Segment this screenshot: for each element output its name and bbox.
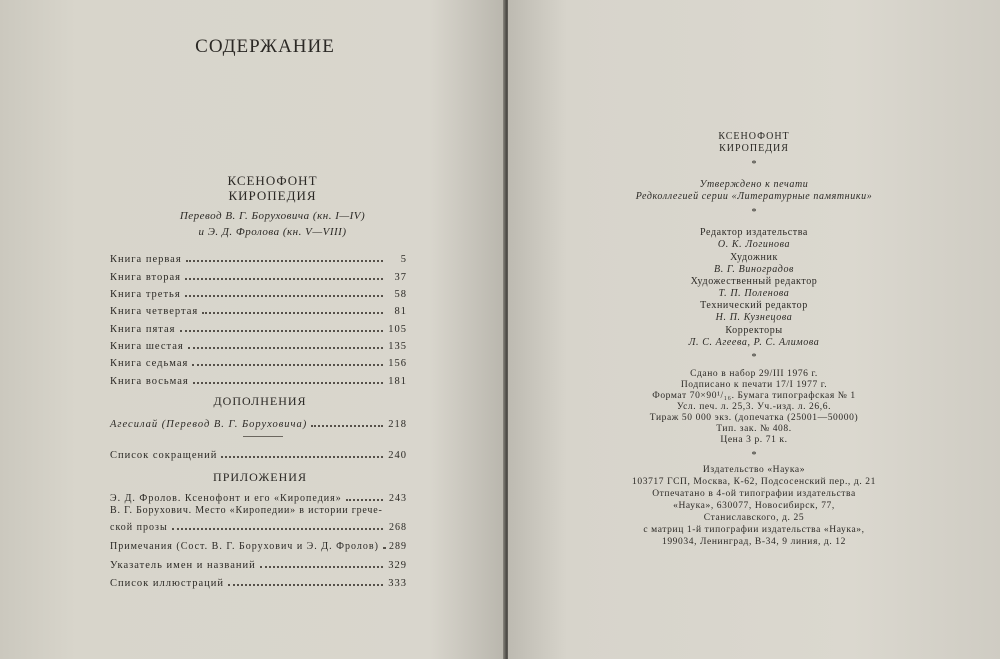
print-info-line: Сдано в набор 29/III 1976 г. <box>690 369 818 379</box>
imprint-work-title: КИРОПЕДИЯ <box>719 143 789 154</box>
print-info-line: Подписано к печати 17/I 1977 г. <box>680 380 828 390</box>
toc-entry-page: 333 <box>388 578 407 589</box>
toc-entry-page: 135 <box>388 341 407 352</box>
publisher-line: с матриц 1-й типографии издательства «Наука», <box>643 525 865 535</box>
toc-entry-label: Книга пятая <box>110 324 176 335</box>
leader-dots <box>228 584 383 586</box>
credit-role: Корректоры <box>725 325 783 336</box>
toc-entry-abbreviations[interactable] <box>110 445 407 461</box>
toc-entry-label: Примечания (Сост. В. Г. Борухович и Э. Д. Фролов) <box>110 541 379 552</box>
toc-entry-label: Книга третья <box>110 289 181 300</box>
toc-entry-label: Э. Д. Фролов. Ксенофонт и его «Киропедия» <box>110 493 342 504</box>
toc-entry-book-2[interactable] <box>110 267 407 283</box>
toc-entry-page: 5 <box>400 254 407 265</box>
toc-entry-agesilaus[interactable] <box>110 414 407 430</box>
appendices-heading: ПРИЛОЖЕНИЯ <box>213 470 307 484</box>
separator-star: * <box>751 352 757 363</box>
leader-dots <box>192 364 383 366</box>
toc-entry-page: 181 <box>388 376 407 387</box>
toc-entry-appendix-2-line-1[interactable]: В. Г. Борухович. Место «Киропедии» в истории грече- <box>110 505 383 516</box>
toc-entry-label: Книга восьмая <box>110 376 189 387</box>
leader-dots <box>186 260 383 262</box>
toc-entry-label: Книга четвертая <box>110 306 199 317</box>
toc-entry-page: 81 <box>394 306 407 317</box>
credit-role: Художник <box>730 252 778 263</box>
credit-role: Технический редактор <box>700 300 808 311</box>
toc-entry-book-8[interactable] <box>110 371 407 387</box>
leader-dots <box>260 566 383 568</box>
print-info-line: Усл. печ. л. 25,3. Уч.-изд. л. 26,6. <box>676 402 832 412</box>
toc-entry-book-7[interactable] <box>110 353 407 369</box>
toc-entry-page: 105 <box>388 324 407 335</box>
separator-star: * <box>751 159 757 170</box>
credit-role: Художественный редактор <box>690 276 818 287</box>
publisher-line: «Наука», 630077, Новосибирск, 77, <box>673 501 835 511</box>
toc-entry-label: Книга седьмая <box>110 358 189 369</box>
leader-dots <box>180 330 384 332</box>
toc-entry-book-6[interactable] <box>110 336 407 352</box>
toc-entry-label: Книга вторая <box>110 272 181 283</box>
section-divider <box>243 436 283 437</box>
toc-entry-page: 243 <box>389 493 407 504</box>
credit-name: Л. С. Агеева, Р. С. Алимова <box>688 337 820 348</box>
print-info-line: Тираж 50 000 экз. (допечатка (25001—50000) <box>649 413 859 423</box>
toc-entry-appendix-2[interactable] <box>110 517 407 533</box>
toc-entry-label: Книга шестая <box>110 341 184 352</box>
leader-dots <box>311 425 383 427</box>
toc-entry-page: 240 <box>388 450 407 461</box>
credit-role: Редактор издательства <box>700 227 808 238</box>
print-info-line: Формат 70×90¹/₁₆. Бумага типографская № 1 <box>652 391 856 401</box>
credit-name: Н. П. Кузнецова <box>715 312 793 323</box>
toc-entry-page: 289 <box>389 541 407 552</box>
toc-entry-book-5[interactable] <box>110 319 407 335</box>
print-info-line: Цена 3 р. 71 к. <box>720 435 788 445</box>
leader-dots <box>185 295 383 297</box>
toc-work-title: КИРОПЕДИЯ <box>228 188 317 203</box>
leader-dots <box>346 499 383 501</box>
publisher-line: Отпечатано в 4-ой типографии издательства <box>652 489 856 499</box>
toc-entry-label: Список иллюстраций <box>110 578 224 589</box>
toc-entry-label: Книга первая <box>110 254 182 265</box>
credit-name: В. Г. Виноградов <box>713 264 794 275</box>
translation-line-2: и Э. Д. Фролова (кн. V—VIII) <box>198 226 347 238</box>
leader-dots <box>221 456 383 458</box>
toc-entry-appendix-1[interactable] <box>110 488 407 504</box>
toc-entry-page: 37 <box>394 272 407 283</box>
publisher-line: Издательство «Наука» <box>702 465 806 475</box>
toc-author: КСЕНОФОНТ <box>227 173 318 188</box>
separator-star: * <box>751 450 757 461</box>
leader-dots <box>185 278 383 280</box>
credit-name: О. К. Логинова <box>717 239 791 250</box>
toc-entry-label: Агесилай (Перевод В. Г. Боруховича) <box>110 419 308 430</box>
leader-dots <box>193 382 383 384</box>
toc-heading: СОДЕРЖАНИЕ <box>195 36 335 57</box>
toc-entry-label: Указатель имен и названий <box>110 560 256 571</box>
separator-star: * <box>751 207 757 218</box>
print-info-line: Тип. зак. № 408. <box>716 424 792 434</box>
toc-entry-page: 329 <box>388 560 407 571</box>
toc-entry-appendix-4[interactable] <box>110 555 407 571</box>
toc-entry-page: 268 <box>389 522 407 533</box>
imprint-author: КСЕНОФОНТ <box>718 131 790 142</box>
toc-entry-label: Список сокращений <box>110 450 218 461</box>
supplements-heading: ДОПОЛНЕНИЯ <box>213 394 307 408</box>
toc-entry-label: ской прозы <box>110 522 168 533</box>
leader-dots <box>202 312 383 314</box>
toc-entry-book-1[interactable] <box>110 249 407 265</box>
leader-dots <box>172 528 383 530</box>
toc-entry-page: 156 <box>388 358 407 369</box>
toc-entry-page: 58 <box>394 289 407 300</box>
publisher-line: 199034, Ленинград, В-34, 9 линия, д. 12 <box>661 537 846 547</box>
toc-entry-book-4[interactable] <box>110 301 407 317</box>
publisher-line: 103717 ГСП, Москва, К-62, Подсосенский пер., д. 21 <box>632 477 876 487</box>
credit-name: Т. П. Поленова <box>718 288 790 299</box>
toc-entry-page: 218 <box>388 419 407 430</box>
leader-dots <box>188 347 383 349</box>
approval-line-1: Утверждено к печати <box>699 179 809 190</box>
publisher-line: Станиславского, д. 25 <box>703 513 805 523</box>
translation-line-1: Перевод В. Г. Боруховича (кн. I—IV) <box>179 210 366 222</box>
toc-entry-appendix-3[interactable] <box>110 536 407 552</box>
approval-line-2: Редколлегией серии «Литературные памятники» <box>635 191 873 202</box>
toc-entry-appendix-5[interactable] <box>110 573 407 589</box>
toc-entry-book-3[interactable] <box>110 284 407 300</box>
